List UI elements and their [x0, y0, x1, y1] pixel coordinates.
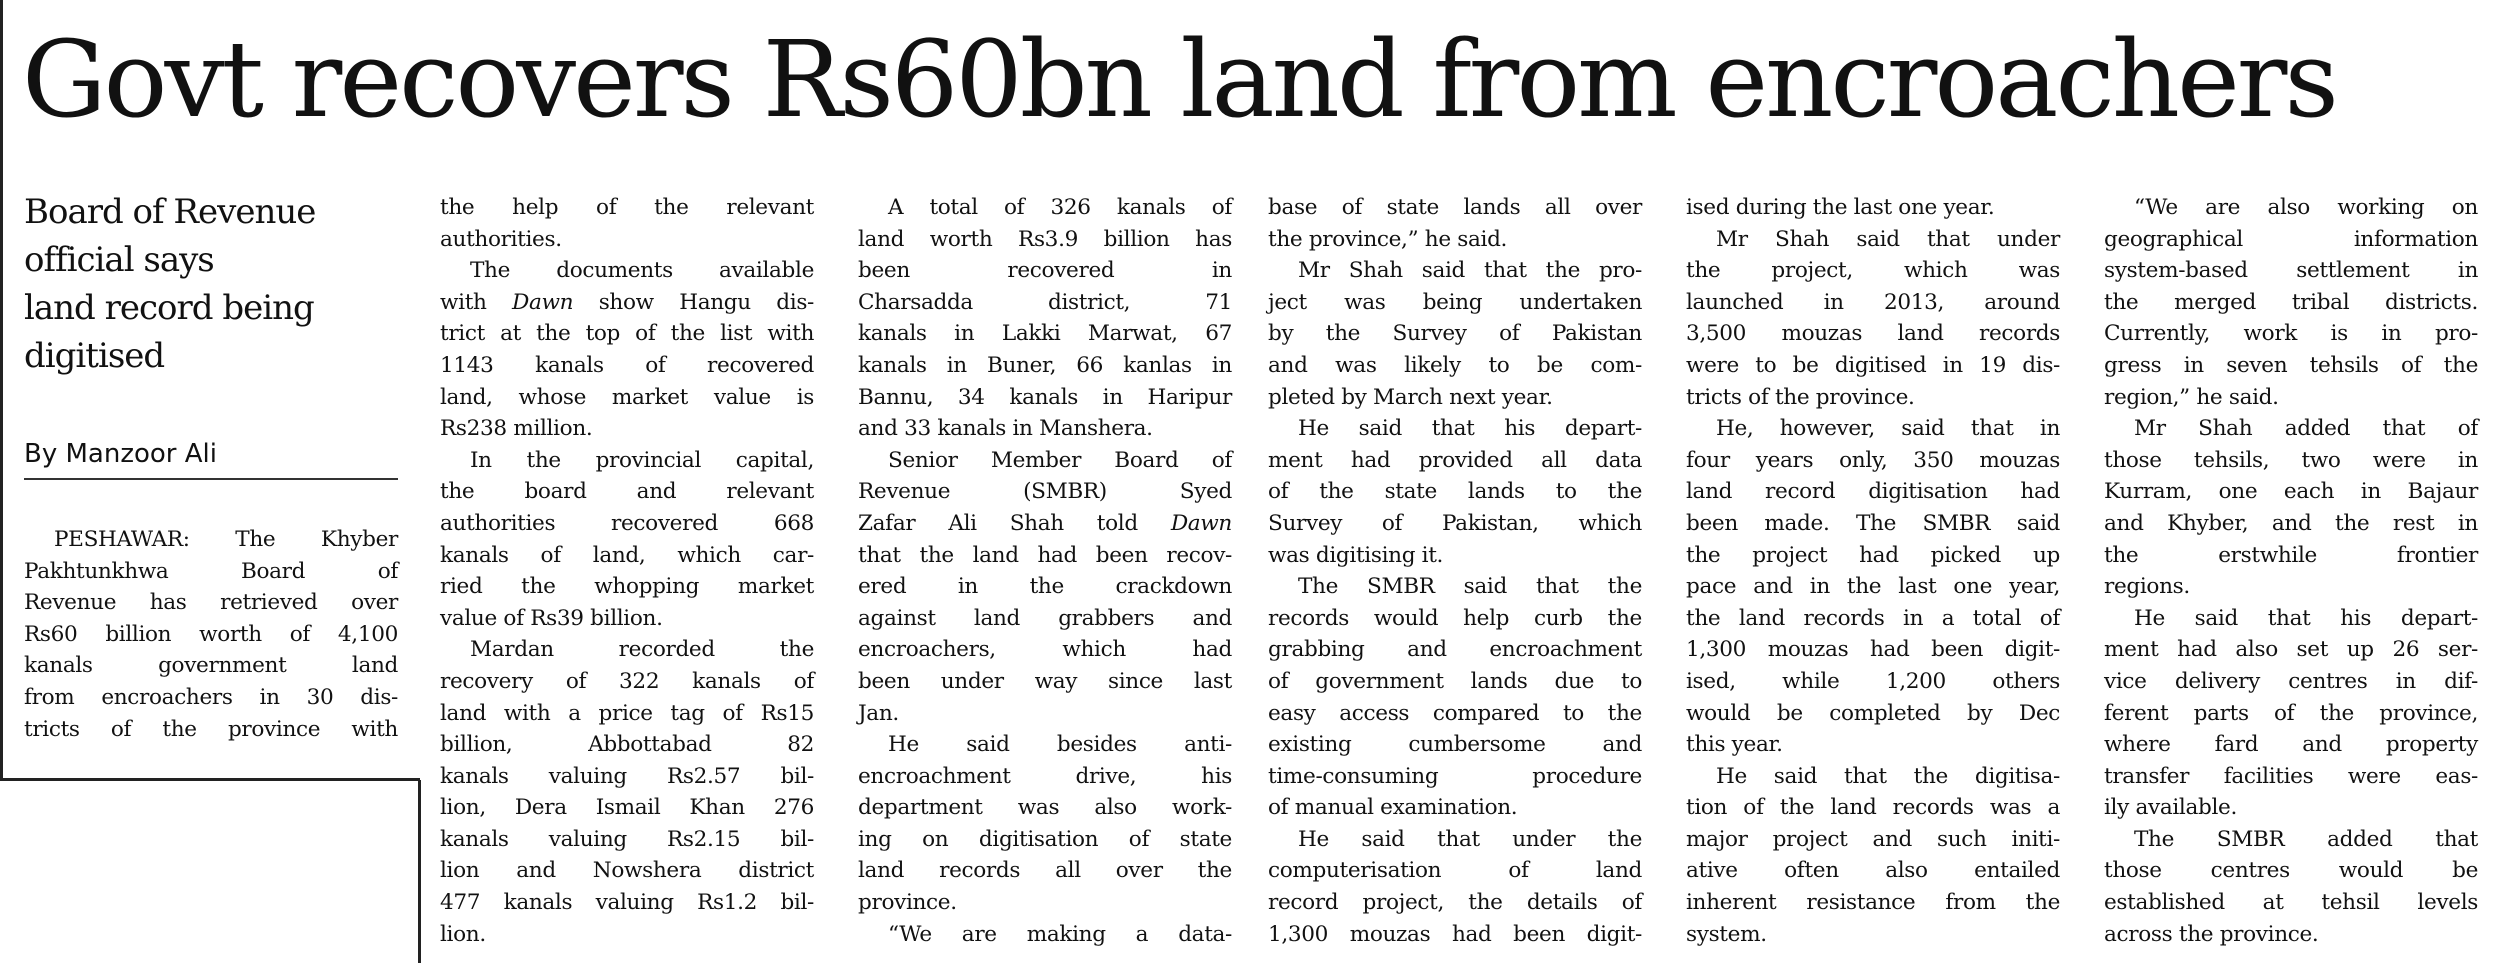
text-line: land with a price tag of Rs15 [440, 700, 814, 726]
text-line: kanals in Lakki Marwat, 67 [858, 321, 1232, 347]
text-line: province. [858, 890, 957, 916]
text-line: kanals valuing Rs2.57 bil- [440, 763, 814, 789]
text-line: 477 kanals valuing Rs1.2 bil- [440, 890, 814, 916]
text-line: authorities recovered 668 [440, 510, 814, 536]
text-line [440, 287, 814, 319]
text-line: land, whose market value is [440, 384, 814, 410]
text-line: the help of the relevant [440, 195, 814, 220]
text-line: ered in the crackdown [858, 574, 1232, 600]
text-line: The documents available [470, 258, 814, 284]
text-line: Mr Shah said that under [1716, 226, 2060, 252]
text-line: where fard and property [2104, 732, 2478, 758]
text-line: the project, which was [1686, 258, 2060, 284]
text-line: He said that the digitisa- [1716, 763, 2060, 789]
publication-name: Dawn [512, 289, 574, 315]
text-line: Mr Shah added that of [2134, 416, 2478, 442]
text-line: geographical information [2104, 226, 2478, 252]
text-line: those centres would be [2104, 858, 2478, 884]
text-line: He said that his depart- [1298, 416, 1642, 442]
text-line: launched in 2013, around [1686, 289, 2060, 315]
text-line: transfer facilities were eas- [2104, 763, 2478, 789]
text-line: tricts of the province. [1686, 384, 1915, 410]
text-line: that the land had been recov- [858, 542, 1232, 568]
text-line: ject was being undertaken [1268, 289, 1642, 315]
text-run: Zafar Ali Shah told [858, 510, 1171, 536]
text-line: system. [1686, 921, 1767, 947]
deck-line: official says [24, 240, 214, 280]
text-line: Revenue has retrieved over [24, 590, 398, 616]
text-line: and was likely to be com- [1268, 352, 1642, 378]
publication-name: Dawn [1170, 510, 1232, 536]
text-line: the project had picked up [1686, 542, 2060, 568]
deck-line: digitised [24, 336, 165, 376]
text-line: the board and relevant [440, 479, 814, 505]
article-column-3 [858, 192, 1232, 950]
text-line: Survey of Pakistan, which [1268, 510, 1642, 536]
text-line: 1143 kanals of recovered [440, 352, 814, 378]
text-line: four years only, 350 mouzas [1686, 447, 2060, 473]
article-column-5 [1686, 192, 2060, 950]
text-line: ised, while 1,200 others [1686, 668, 2060, 694]
text-line: established at tehsil levels [2104, 890, 2478, 916]
text-line: been under way since last [858, 668, 1232, 694]
text-line: He said that his depart- [2134, 605, 2478, 631]
text-line: and Khyber, and the rest in [2104, 510, 2478, 536]
text-line: major project and such initi- [1686, 826, 2060, 852]
text-line: kanals in Buner, 66 kanlas in [858, 352, 1232, 378]
text-line: pleted by March next year. [1268, 384, 1553, 410]
text-line: time-consuming procedure [1268, 763, 1642, 789]
article-column-2 [440, 192, 814, 950]
text-line: regions. [2104, 574, 2190, 600]
text-line: authorities. [440, 226, 562, 252]
text-line: PESHAWAR: The Khyber [54, 527, 398, 552]
text-line: Revenue (SMBR) Syed [858, 479, 1232, 505]
text-line: department was also work- [858, 795, 1232, 821]
text-line: Jan. [858, 700, 899, 726]
text-line: ferent parts of the province, [2104, 700, 2478, 726]
text-line: A total of 326 kanals of [888, 195, 1232, 220]
text-line: Mr Shah said that the pro- [1298, 258, 1642, 284]
text-line: Currently, work is in pro- [2104, 321, 2478, 347]
text-line: Charsadda district, 71 [858, 289, 1232, 315]
text-line: and 33 kanals in Manshera. [858, 416, 1153, 442]
text-line: billion, Abbottabad 82 [440, 732, 814, 758]
text-line: were to be digitised in 19 dis- [1686, 352, 2060, 378]
text-line: Kurram, one each in Bajaur [2104, 479, 2478, 505]
text-line: Bannu, 34 kanals in Haripur [858, 384, 1232, 410]
text-line: the merged tribal districts. [2104, 289, 2478, 315]
deck-subheadline [24, 188, 384, 380]
text-line: land record digitisation had [1686, 479, 2060, 505]
text-line: ment had provided all data [1268, 447, 1642, 473]
byline: By Manzoor Ali [24, 439, 217, 469]
text-line: region,” he said. [2104, 384, 2279, 410]
text-line: base of state lands all over [1268, 195, 1642, 220]
text-line: Senior Member Board of [888, 447, 1232, 473]
text-run: show Hangu dis- [573, 289, 814, 315]
text-line: records would help curb the [1268, 605, 1642, 631]
text-line: grabbing and encroachment [1268, 637, 1642, 663]
text-line: ised during the last one year. [1686, 195, 1995, 220]
text-line: tricts of the province with [24, 716, 398, 742]
text-line: ing on digitisation of state [858, 826, 1232, 852]
text-line: 1,300 mouzas had been digit- [1268, 921, 1642, 947]
deck-line: land record being [24, 288, 314, 328]
text-line: by the Survey of Pakistan [1268, 321, 1642, 347]
text-line: recovery of 322 kanals of [440, 668, 814, 694]
text-line: lion. [440, 921, 486, 947]
text-line: across the province. [2104, 921, 2319, 947]
text-line: land worth Rs3.9 billion has [858, 226, 1232, 252]
text-line: was digitising it. [1268, 542, 1444, 568]
text-line: ily available. [2104, 795, 2237, 821]
text-line: vice delivery centres in dif- [2104, 668, 2478, 694]
text-line: ried the whopping market [440, 574, 814, 600]
text-line: lion, Dera Ismail Khan 276 [440, 795, 814, 821]
text-line: 1,300 mouzas had been digit- [1686, 637, 2060, 663]
text-line: “We are making a data- [888, 921, 1232, 947]
lead-paragraph [24, 524, 398, 745]
text-line: Rs238 million. [440, 416, 593, 442]
headline: Govt recovers Rs60bn land from encroachers [22, 18, 2336, 141]
text-line: ment had also set up 26 ser- [2104, 637, 2478, 663]
text-line: 3,500 mouzas land records [1686, 321, 2060, 347]
text-line: gress in seven tehsils of the [2104, 352, 2478, 378]
text-line: inherent resistance from the [1686, 890, 2060, 916]
text-line: computerisation of land [1268, 858, 1642, 884]
article-column-4 [1268, 192, 1642, 950]
text-line: kanals government land [24, 653, 398, 679]
text-line: been made. The SMBR said [1686, 510, 2060, 536]
text-line: the province,” he said. [1268, 226, 1508, 252]
deck-line: Board of Revenue [24, 192, 316, 232]
text-run: with [440, 289, 513, 315]
text-line: against land grabbers and [858, 605, 1232, 631]
text-line: value of Rs39 billion. [440, 605, 663, 631]
text-line: The SMBR said that the [1298, 574, 1642, 600]
text-line: of manual examination. [1268, 795, 1518, 821]
text-line [858, 508, 1232, 540]
column-divider-rule [418, 780, 421, 963]
text-line: the erstwhile frontier [2104, 542, 2478, 568]
text-line: been recovered in [858, 258, 1232, 284]
text-line: kanals valuing Rs2.15 bil- [440, 826, 814, 852]
text-line: of government lands due to [1268, 668, 1642, 694]
text-line: existing cumbersome and [1268, 732, 1642, 758]
text-line: pace and in the last one year, [1686, 574, 2060, 600]
text-line: He, however, said that in [1716, 416, 2060, 442]
article-column-6 [2104, 192, 2478, 950]
text-line: tion of the land records was a [1686, 795, 2060, 821]
text-line: Mardan recorded the [470, 637, 814, 663]
text-line: those tehsils, two were in [2104, 447, 2478, 473]
text-line: In the provincial capital, [470, 447, 814, 473]
text-line: He said besides anti- [888, 732, 1232, 758]
text-line: record project, the details of [1268, 890, 1642, 916]
text-line: trict at the top of the list with [440, 321, 814, 347]
text-line: Pakhtunkhwa Board of [24, 558, 398, 584]
text-line: from encroachers in 30 dis- [24, 684, 398, 710]
text-line: the land records in a total of [1686, 605, 2060, 631]
text-line: Rs60 billion worth of 4,100 [24, 621, 398, 647]
text-line: The SMBR added that [2134, 826, 2478, 852]
sidebar-bottom-rule [0, 778, 420, 781]
text-line: lion and Nowshera district [440, 858, 814, 884]
text-line: system-based settlement in [2104, 258, 2478, 284]
text-line: kanals of land, which car- [440, 542, 814, 568]
byline-rule [24, 478, 398, 480]
left-border-rule [0, 0, 3, 780]
text-line: encroachers, which had [858, 637, 1232, 663]
text-line: of the state lands to the [1268, 479, 1642, 505]
text-line: would be completed by Dec [1686, 700, 2060, 726]
text-line: “We are also working on [2134, 195, 2478, 220]
text-line: encroachment drive, his [858, 763, 1232, 789]
text-line: He said that under the [1298, 826, 1642, 852]
text-line: ative often also entailed [1686, 858, 2060, 884]
text-line: land records all over the [858, 858, 1232, 884]
text-line: easy access compared to the [1268, 700, 1642, 726]
text-line: this year. [1686, 732, 1783, 758]
